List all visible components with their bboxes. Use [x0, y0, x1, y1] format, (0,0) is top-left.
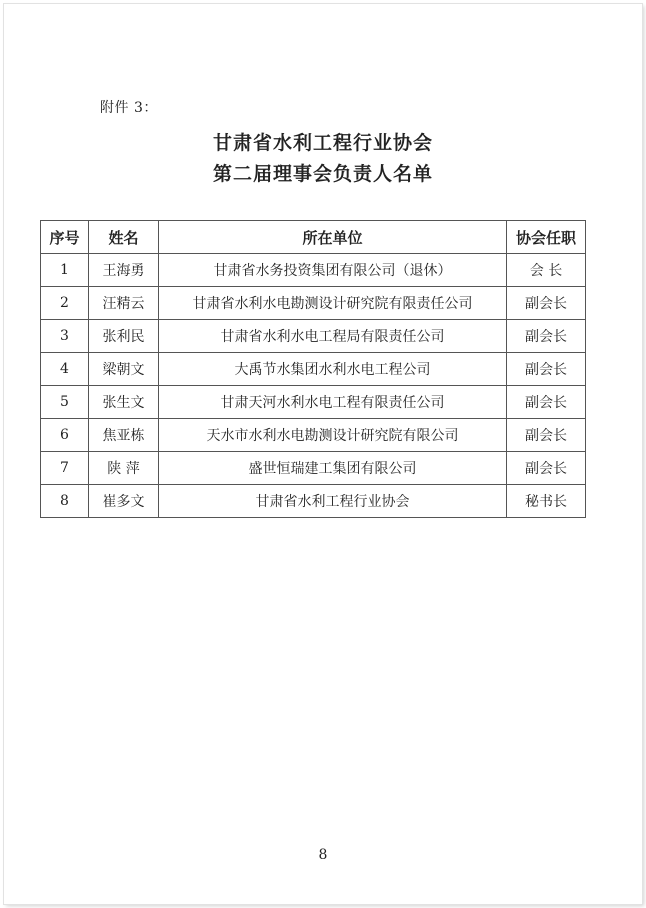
table-row [41, 320, 586, 353]
cell-no: 3 [41, 320, 89, 353]
cell-role: 副会长 [507, 353, 586, 386]
cell-unit: 甘肃天河水利水电工程有限责任公司 [159, 386, 507, 419]
document-title: 甘肃省水利工程行业协会 [212, 132, 433, 154]
cell-unit: 甘肃省水利水电勘测设计研究院有限责任公司 [159, 287, 507, 320]
table-row [41, 452, 586, 485]
cell-no: 7 [41, 452, 89, 485]
cell-name: 张利民 [89, 320, 159, 353]
cell-no: 5 [41, 386, 89, 419]
cell-name: 王海勇 [89, 254, 159, 287]
cell-unit: 天水市水利水电勘测设计研究院有限公司 [159, 419, 507, 452]
cell-no: 2 [41, 287, 89, 320]
cell-name: 焦亚栋 [89, 419, 159, 452]
document-subtitle: 第二届理事会负责人名单 [212, 163, 433, 185]
table-row [41, 386, 586, 419]
table-row [41, 254, 586, 287]
table-row [41, 287, 586, 320]
cell-name: 梁朝文 [89, 353, 159, 386]
header-role: 协会任职 [507, 221, 586, 254]
cell-no: 4 [41, 353, 89, 386]
cell-unit: 大禹节水集团水利水电工程公司 [159, 353, 507, 386]
header-no: 序号 [41, 221, 89, 254]
leaders-table [40, 220, 586, 518]
table-row [41, 485, 586, 518]
attachment-label: 附件 3： [100, 100, 158, 116]
cell-name: 张生文 [89, 386, 159, 419]
header-name: 姓名 [89, 221, 159, 254]
cell-name: 汪精云 [89, 287, 159, 320]
document-page [4, 4, 642, 904]
cell-unit: 甘肃省水务投资集团有限公司（退休） [159, 254, 507, 287]
header-unit: 所在单位 [159, 221, 507, 254]
cell-role: 副会长 [507, 287, 586, 320]
cell-role: 副会长 [507, 320, 586, 353]
cell-role: 副会长 [507, 419, 586, 452]
cell-role: 会 长 [507, 254, 586, 287]
table-header-row [41, 221, 586, 254]
table-row [41, 419, 586, 452]
cell-unit: 盛世恒瑞建工集团有限公司 [159, 452, 507, 485]
cell-name: 陕 萍 [89, 452, 159, 485]
cell-unit: 甘肃省水利水电工程局有限责任公司 [159, 320, 507, 353]
cell-role: 秘书长 [507, 485, 586, 518]
cell-role: 副会长 [507, 452, 586, 485]
cell-no: 1 [41, 254, 89, 287]
cell-name: 崔多文 [89, 485, 159, 518]
cell-no: 6 [41, 419, 89, 452]
page-number: 8 [318, 847, 328, 863]
cell-unit: 甘肃省水利工程行业协会 [159, 485, 507, 518]
table-row [41, 353, 586, 386]
cell-role: 副会长 [507, 386, 586, 419]
cell-no: 8 [41, 485, 89, 518]
